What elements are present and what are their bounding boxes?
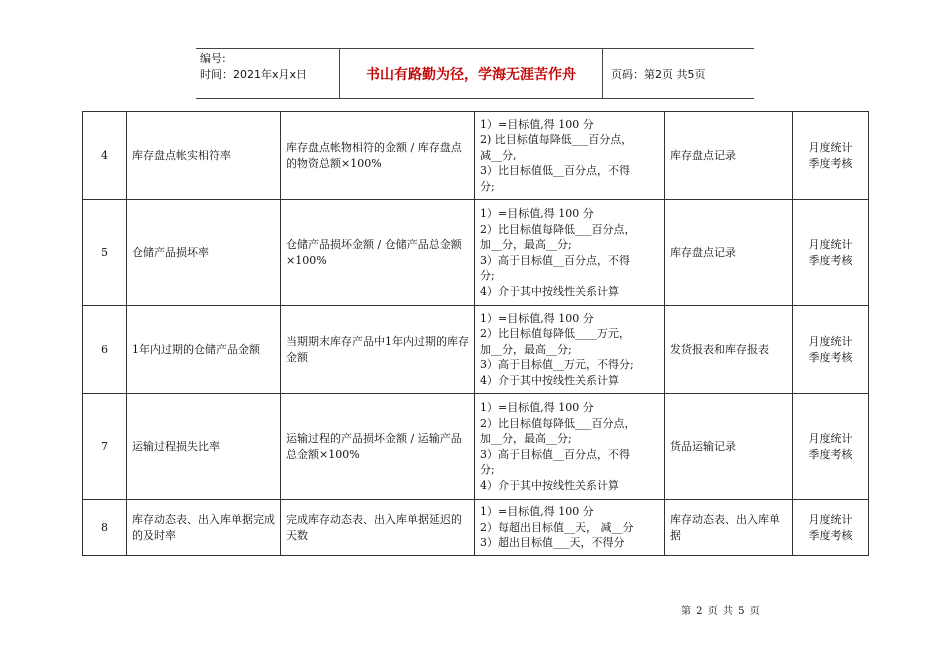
data-source-cell: 货品运输记录 xyxy=(665,394,793,500)
scoring-standard-line: 加__分，最高__分; xyxy=(480,238,572,251)
table-row xyxy=(83,200,869,306)
table-row xyxy=(83,306,869,394)
frequency-cell xyxy=(793,500,869,556)
page-header xyxy=(196,48,754,99)
formula-cell: 库存盘点帐物相符的金额 / 库存盘点的物资总额×100% xyxy=(281,112,475,200)
data-source-cell: 库存盘点记录 xyxy=(665,112,793,200)
document-time-label: 时间：2021年x月x日 xyxy=(200,68,308,81)
scoring-standard-line: 4）介于其中按线性关系计算 xyxy=(480,284,619,298)
header-page-number: 页码：第2页 共5页 xyxy=(611,67,706,81)
kpi-name-cell: 库存盘点帐实相符率 xyxy=(127,112,281,200)
row-index-cell: 5 xyxy=(83,200,127,306)
scoring-standard-line: 2）比目标值每降低___百分点， xyxy=(480,222,636,236)
kpi-name-cell: 1年内过期的仓储产品金额 xyxy=(127,306,281,394)
frequency-line: 季度考核 xyxy=(808,447,853,461)
frequency-line: 月度统计 xyxy=(808,335,853,348)
scoring-standard-cell xyxy=(475,306,665,394)
scoring-standard-line: 3）高于目标值__百分点，不得 xyxy=(480,447,630,461)
frequency-cell xyxy=(793,394,869,500)
scoring-standard-line: 3）高于目标值__百分点，不得 xyxy=(480,253,630,267)
scoring-standard-line: 分; xyxy=(480,463,495,476)
scoring-standard-line: 分; xyxy=(480,269,495,282)
scoring-standard-line: 1）=目标值,得 100 分 xyxy=(480,207,594,220)
formula-cell: 仓储产品损坏金额 / 仓储产品总金额×100% xyxy=(281,200,475,306)
frequency-cell xyxy=(793,306,869,394)
frequency-line: 季度考核 xyxy=(808,156,853,170)
scoring-standard-line: 1）=目标值,得 100 分 xyxy=(480,117,594,131)
frequency-line: 月度统计 xyxy=(808,238,853,251)
scoring-standard-line: 3）超出目标值___天，不得分 xyxy=(480,536,625,550)
frequency-line: 月度统计 xyxy=(808,432,853,445)
scoring-standard-line: 加__分，最高__分; xyxy=(480,342,572,356)
table-row xyxy=(83,112,869,200)
scoring-standard-line: 4）介于其中按线性关系计算 xyxy=(480,478,619,492)
scoring-standard-line: 3）比目标值低__百分点，不得 xyxy=(480,164,630,178)
kpi-name-cell: 库存动态表、出入库单据完成的及时率 xyxy=(127,500,281,556)
scoring-standard-cell xyxy=(475,500,665,556)
kpi-table xyxy=(82,111,869,556)
frequency-line: 季度考核 xyxy=(808,350,853,364)
kpi-name-cell: 运输过程损失比率 xyxy=(127,394,281,500)
table-row xyxy=(83,500,869,556)
header-motto: 书山有路勤为径，学海无涯苦作舟 xyxy=(340,49,603,98)
table-row xyxy=(83,394,869,500)
kpi-name-cell: 仓储产品损坏率 xyxy=(127,200,281,306)
scoring-standard-line: 1）=目标值,得 100 分 xyxy=(480,401,594,414)
scoring-standard-cell xyxy=(475,112,665,200)
row-index-cell: 8 xyxy=(83,500,127,556)
data-source-cell: 库存盘点记录 xyxy=(665,200,793,306)
data-source-cell: 发货报表和库存报表 xyxy=(665,306,793,394)
scoring-standard-line: 1）=目标值,得 100 分 xyxy=(480,505,594,519)
scoring-standard-line: 加__分，最高__分; xyxy=(480,432,572,445)
formula-cell: 运输过程的产品损坏金额 / 运输产品总金额×100% xyxy=(281,394,475,500)
scoring-standard-cell xyxy=(475,200,665,306)
scoring-standard-line: 1）=目标值,得 100 分 xyxy=(480,311,594,325)
frequency-line: 月度统计 xyxy=(808,141,853,154)
frequency-line: 月度统计 xyxy=(808,513,853,526)
scoring-standard-cell xyxy=(475,394,665,500)
scoring-standard-line: 分; xyxy=(480,179,495,193)
scoring-standard-line: 2）比目标值每降低____万元， xyxy=(480,327,630,341)
frequency-line: 季度考核 xyxy=(808,253,853,267)
formula-cell: 当期期末库存产品中1年内过期的库存金额 xyxy=(281,306,475,394)
page-footer: 第 2 页 共 5 页 xyxy=(681,606,761,617)
frequency-cell xyxy=(793,112,869,200)
data-source-cell: 库存动态表、出入库单据 xyxy=(665,500,793,556)
scoring-standard-line: 2) 比目标值每降低___百分点， xyxy=(480,133,633,147)
scoring-standard-line: 3）高于目标值__万元，不得分; xyxy=(480,358,634,372)
row-index-cell: 7 xyxy=(83,394,127,500)
scoring-standard-line: 2）比目标值每降低___百分点， xyxy=(480,416,636,430)
frequency-cell xyxy=(793,200,869,306)
scoring-standard-line: 减__分, xyxy=(480,148,517,162)
header-meta xyxy=(196,49,340,98)
scoring-standard-line: 2）每超出目标值__天， 减__分 xyxy=(480,520,634,534)
row-index-cell: 4 xyxy=(83,112,127,200)
frequency-line: 季度考核 xyxy=(808,528,853,542)
formula-cell: 完成库存动态表、出入库单据延迟的天数 xyxy=(281,500,475,556)
row-index-cell: 6 xyxy=(83,306,127,394)
document-number-label: 编号: xyxy=(200,52,226,65)
scoring-standard-line: 4）介于其中按线性关系计算 xyxy=(480,373,619,387)
